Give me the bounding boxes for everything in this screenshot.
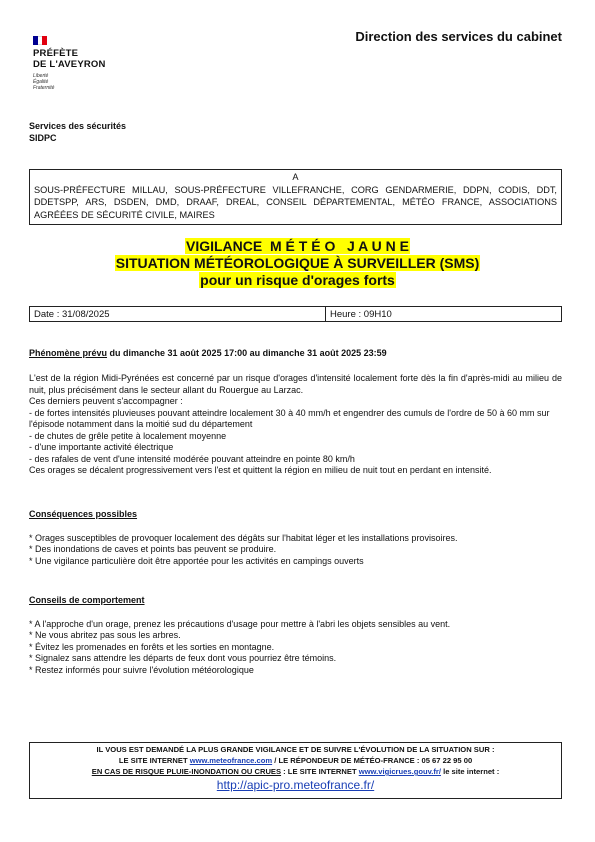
conseil-item: * Évitez les promenades en forêts et les sorties en montagne.	[29, 641, 275, 652]
consequence-item: * Orages susceptibles de provoquer localement des dégâts sur l'habitat léger et les installations provisoires.	[29, 532, 458, 543]
phenomene-intro: L'est de la région Midi-Pyrénées est concerné par un risque d'orages d'intensité localement forte dès la fin d'après-midi au milieu de nuit, plus précisément dans le secteur allant du Rouergue au Larzac.	[29, 373, 562, 395]
footer-site-label: LE SITE INTERNET	[118, 756, 190, 765]
apic-link[interactable]: http://apic-pro.meteofrance.fr/	[216, 778, 375, 792]
french-flag-icon	[33, 36, 47, 45]
headline-line3: pour un risque d'orages forts	[200, 272, 395, 288]
conseil-item: * A l'approche d'un orage, prenez les précautions d'usage pour mettre à l'abri les objets sensibles au vent.	[29, 618, 451, 629]
footer-line3	[30, 766, 561, 777]
meteofrance-link[interactable]: www.meteofrance.com	[189, 756, 273, 765]
footer-phone: / LE RÉPONDEUR DE MÉTÉO-FRANCE : 05 67 22 95 00	[272, 756, 473, 765]
service-code: SIDPC	[29, 133, 57, 143]
prefecture-logo	[33, 36, 143, 91]
phenomene-line: - des rafales de vent d'une intensité modérée pouvant atteindre en pointe 80 km/h	[29, 453, 355, 464]
consequences-label: Conséquences possibles	[29, 509, 138, 519]
phenomene-line: - d'une importante activité électrique	[29, 442, 174, 452]
footer-box	[29, 742, 562, 799]
motto-egalite: Égalité	[33, 79, 49, 85]
footer-site-label3: le site internet :	[440, 767, 500, 776]
consequences-section	[29, 509, 562, 567]
date-time-box	[29, 306, 562, 322]
recipients-list: SOUS-PRÉFECTURE MILLAU, SOUS-PRÉFECTURE VILLEFRANCHE, CORG GENDARMERIE, DDPN, CODIS, DDT, DDETSPP, ARS, DSDEN, DMD, DRAAF, DREAL, CONSEIL DÉPARTEMENTAL, MÉTÉO FRANCE, ASSOCIATIONS AGRÉÉES DE SÉCURITÉ CIVILE, MAIRES	[34, 184, 557, 220]
footer-site-label2: : LE SITE INTERNET	[281, 767, 359, 776]
time-cell: Heure : 09H10	[330, 309, 392, 320]
consequence-item: * Une vigilance particulière doit être apportée pour les activités en campings ouverts	[29, 555, 364, 566]
logo-line1: PRÉFÈTE	[33, 48, 79, 59]
phenomene-outro: Ces orages se décalent progressivement vers l'est et quittent la région en milieu de nuit tout en perdant en intensité.	[29, 465, 492, 475]
phenomene-line: Ces derniers peuvent s'accompagner :	[29, 396, 183, 406]
conseil-item: * Ne vous abritez pas sous les arbres.	[29, 630, 181, 640]
headline-line2: SITUATION MÉTÉOROLOGIQUE À SURVEILLER (SMS)	[115, 255, 480, 271]
phenomene-line: - de chutes de grêle petite à localement moyenne	[29, 430, 227, 441]
headline-line1: VIGILANCE M É T É O J A U N E	[186, 238, 409, 254]
phenomene-line: - de fortes intensités pluvieuses pouvant atteindre localement 30 à 40 mm/h et engendrer des cumuls de l'ordre de 50 à 60 mm sur l'épisode notamment dans la moitié sud du département	[29, 407, 550, 429]
vigilance-headline	[0, 238, 595, 289]
service-block	[29, 120, 126, 144]
phenomene-heading	[29, 348, 562, 360]
direction-title: Direction des services du cabinet	[355, 29, 562, 44]
phenomene-period: du dimanche 31 août 2025 17:00 au dimanche 31 août 2025 23:59	[107, 348, 387, 358]
consequence-item: * Des inondations de caves et points bas peuvent se produire.	[29, 544, 277, 554]
footer-risk-label: EN CAS DE RISQUE PLUIE-INONDATION OU CRUES	[91, 767, 282, 776]
conseils-label: Conseils de comportement	[29, 595, 145, 605]
footer-line1: IL VOUS EST DEMANDÉ LA PLUS GRANDE VIGILANCE ET DE SUIVRE L'ÉVOLUTION DE LA SITUATION SUR :	[96, 745, 495, 754]
phenomene-section	[29, 373, 562, 477]
conseil-item: * Restez informés pour suivre l'évolution météorologique	[29, 664, 254, 675]
recipients-box	[29, 169, 562, 225]
logo-line2: DE L'AVEYRON	[33, 58, 106, 70]
footer-line2	[30, 755, 561, 766]
service-name: Services des sécurités	[29, 121, 127, 131]
motto-liberte: Liberté	[33, 73, 49, 79]
conseil-item: * Signalez sans attendre les départs de feux dont vous pourriez être témoins.	[29, 653, 337, 663]
motto-fraternite: Fraternité	[33, 85, 55, 91]
phenomene-label: Phénomène prévu	[29, 348, 108, 358]
recipients-a: A	[292, 172, 299, 182]
vigicrues-link[interactable]: www.vigicrues.gouv.fr/	[358, 767, 441, 776]
date-cell: Date : 31/08/2025	[30, 307, 326, 321]
conseils-section	[29, 595, 562, 676]
